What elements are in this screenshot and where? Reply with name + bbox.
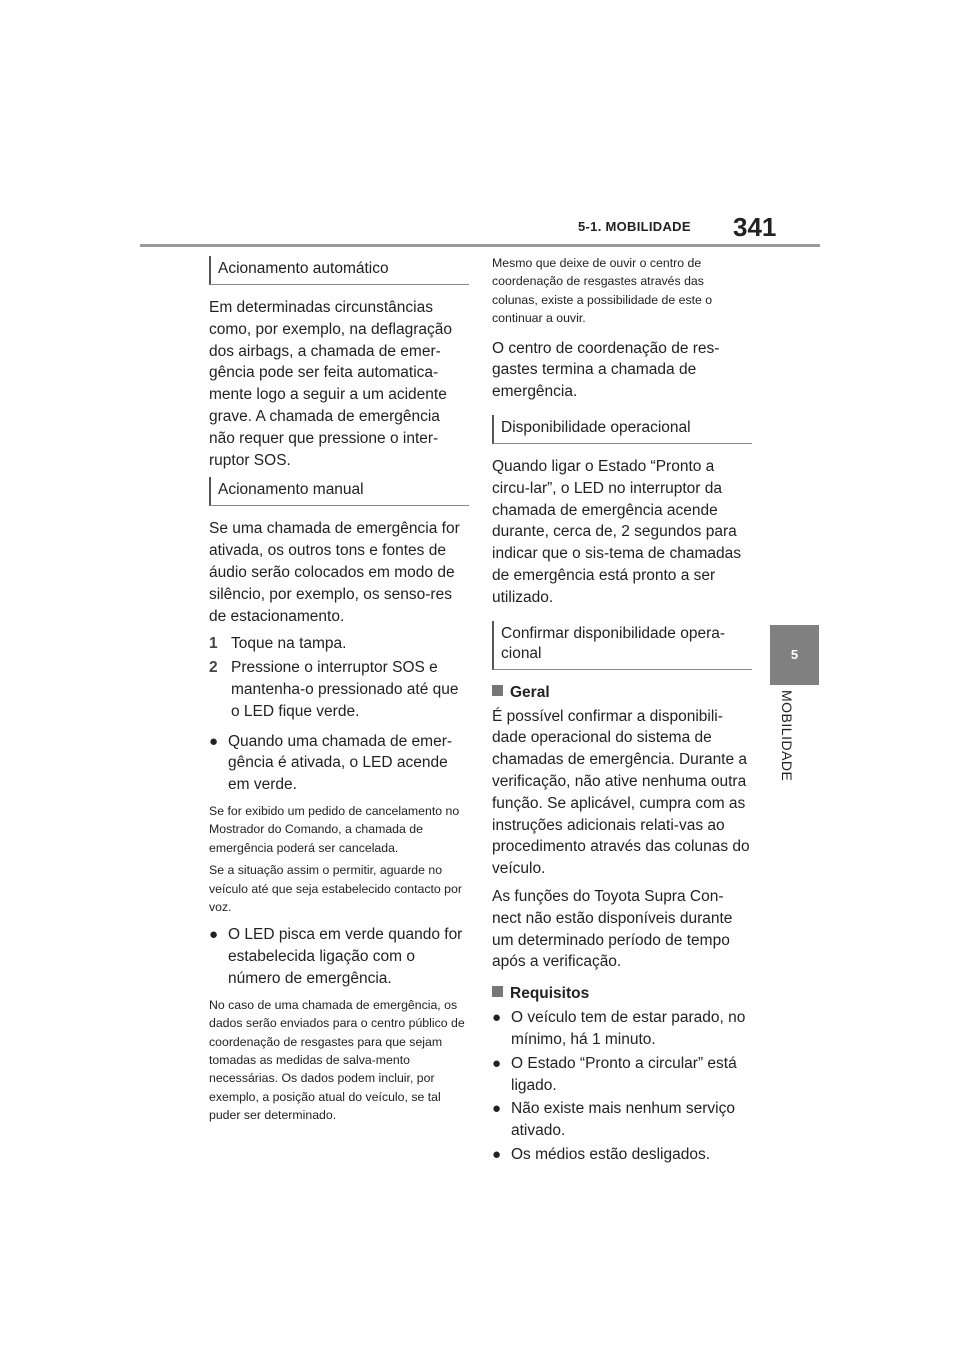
note-data: No caso de uma chamada de emergência, os dados serão enviados para o centro público de coordenação de resgastes para que sejam tomadas as medidas de salva-mento necessárias. Os dados podem incluir, por exemplo, a posição atual do veículo, se tal puder ser determinado. [209,997,465,1123]
step-number: 1 [209,635,218,653]
bullet-item [209,924,469,989]
bullet-dot-icon: ● [492,1100,502,1118]
requirement-item [492,1144,752,1166]
bullet-text: Quando uma chamada de emer-gência é ativada, o LED acende em verde. [228,732,453,794]
step-text: Toque na tampa. [231,635,347,653]
requirement-text: Não existe mais nenhum serviço ativado. [511,1100,735,1140]
bullet-dot-icon: ● [209,926,219,944]
requirement-text: Os médios estão desligados. [511,1145,711,1163]
chapter-label-text: MOBILIDADE [779,690,795,782]
bullet-dot-icon: ● [209,732,219,750]
subheading-auto: Acionamento automático [209,256,469,285]
heading-general-text: Geral [510,683,550,701]
note-cancel: Se for exibido um pedido de cancelamento no Mostrador do Comando, a chamada de emergência poderá ser cancelada. [209,803,460,855]
requirement-item [492,1007,752,1051]
bullet-dot-icon: ● [492,1145,502,1163]
bullet-dot-icon: ● [492,1054,502,1072]
paragraph-manual: Se uma chamada de emergência for ativada, os outros tons e fontes de áudio serão colocados em modo de silêncio, por exemplo, os senso-res de estacionamento. [209,520,460,625]
square-bullet-icon [492,986,503,997]
header-divider [140,244,820,247]
heading-general [492,682,752,704]
bullet-dot-icon: ● [492,1009,502,1027]
heading-requirements-text: Requisitos [510,985,590,1003]
requirement-item [492,1053,752,1097]
step-item [209,633,469,655]
right-column [492,250,752,1168]
bullet-text: O LED pisca em verde quando for estabelecida ligação com o número de emergência. [228,926,463,987]
requirement-text: O veículo tem de estar parado, no mínimo, há 1 minuto. [511,1009,746,1048]
bullet-item [209,731,469,796]
chapter-label [765,690,825,800]
step-item [209,657,469,722]
section-title: 5-1. MOBILIDADE [578,219,691,234]
note-wait: Se a situação assim o permitir, aguarde no veículo até que seja estabelecido contacto por voz. [209,863,462,914]
requirement-text: O Estado “Pronto a circular” está ligado. [511,1054,737,1094]
square-bullet-icon [492,685,503,696]
paragraph-general: É possível confirmar a disponibili-dade operacional do sistema de chamadas de emergência. Durante a verificação, não ative nenhuma outra função. Se aplicável, cumpra com as instruções adicionais relati-vas ao procedimento através das colunas do veículo. [492,707,750,878]
chapter-tab: 5 [770,625,819,685]
subheading-confirm: Confirmar disponibilidade opera-cional [492,621,752,670]
paragraph-end-call: O centro de coordenação de res-gastes termina a chamada de emergência. [492,339,720,401]
heading-requirements [492,983,752,1005]
requirement-item [492,1098,752,1142]
subheading-manual: Acionamento manual [209,477,469,506]
paragraph-auto: Em determinadas circunstâncias como, por exemplo, na deflagração dos airbags, a chamada de emer-gência pode ser feita automatica-mente logo a seguir a um acidente grave. A chamada de emergência não requer que pressione o inter-ruptor SOS. [209,299,452,469]
page-number: 341 [733,212,777,242]
step-number: 2 [209,659,218,677]
subheading-availability: Disponibilidade operacional [492,415,752,444]
paragraph-availability: Quando ligar o Estado “Pronto a circu-lar”, o LED no interruptor da chamada de emergência acende durante, cerca de, 2 segundos para indicar que o sis-tema de chamadas de emergência está pronto a ser utilizado. [492,458,741,606]
note-listen: Mesmo que deixe de ouvir o centro de coordenação de resgastes através das colunas, existe a possibilidade de este o continuar a ouvir. [492,256,713,326]
step-text: Pressione o interruptor SOS e mantenha-o pressionado até que o LED fique verde. [231,659,459,720]
paragraph-supra-connect: As funções do Toyota Supra Con-nect não estão disponíveis durante um determinado período de tempo após a verificação. [492,887,733,971]
left-column [209,250,469,1129]
